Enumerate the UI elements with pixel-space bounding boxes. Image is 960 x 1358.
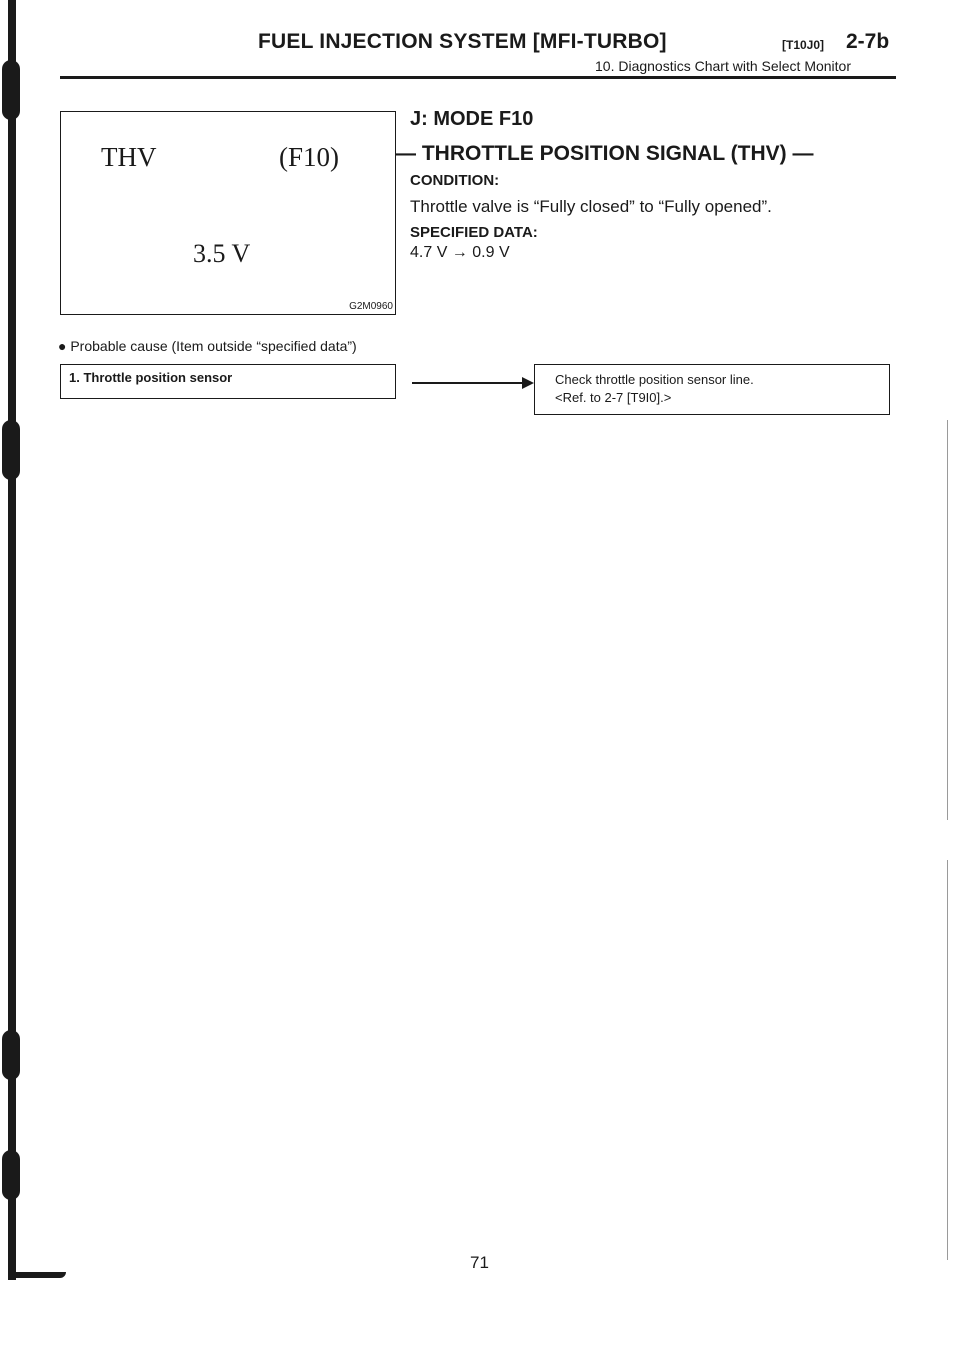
monitor-display	[60, 111, 396, 315]
arrow-right-icon	[522, 377, 534, 389]
binding-notch	[2, 420, 20, 480]
page-number: 71	[470, 1253, 489, 1272]
condition-label: CONDITION:	[410, 172, 500, 189]
page-title: FUEL INJECTION SYSTEM [MFI-TURBO]	[258, 30, 667, 53]
scan-artifact	[947, 860, 948, 1260]
specified-data-label: SPECIFIED DATA:	[410, 224, 538, 241]
binding-notch	[2, 60, 20, 120]
header-rule	[60, 76, 896, 79]
cause-text: 1. Throttle position sensor	[69, 370, 233, 385]
figure-id: G2M0960	[349, 301, 393, 312]
condition-text: Throttle valve is “Fully closed” to “Fully opened”.	[410, 197, 772, 216]
scan-artifact	[947, 420, 948, 820]
binding-notch	[2, 1150, 20, 1200]
section-code: [T10J0]	[782, 38, 825, 52]
specified-data-text: 4.7 V → 0.9 V	[410, 244, 510, 261]
check-line-2: <Ref. to 2-7 [T9I0].>	[555, 390, 672, 405]
cause-box	[60, 364, 396, 399]
page-subtitle: 10. Diagnostics Chart with Select Monitor	[595, 58, 851, 74]
check-line-1: Check throttle position sensor line.	[555, 372, 754, 387]
binding-notch	[2, 1030, 20, 1080]
check-box	[534, 364, 890, 415]
flow-arrow-line	[412, 382, 524, 384]
monitor-mode: (F10)	[279, 142, 339, 172]
probable-cause-note: ● Probable cause (Item outside “specified data”)	[58, 338, 357, 354]
section-page-id: 2-7b	[846, 30, 890, 53]
signal-title: — THROTTLE POSITION SIGNAL (THV) —	[395, 142, 814, 165]
binding-edge-foot	[8, 1272, 66, 1278]
monitor-label: THV	[101, 142, 157, 172]
binding-edge	[8, 0, 16, 1280]
mode-title: J: MODE F10	[410, 108, 534, 130]
monitor-value: 3.5 V	[193, 239, 251, 268]
check-text	[555, 371, 754, 407]
